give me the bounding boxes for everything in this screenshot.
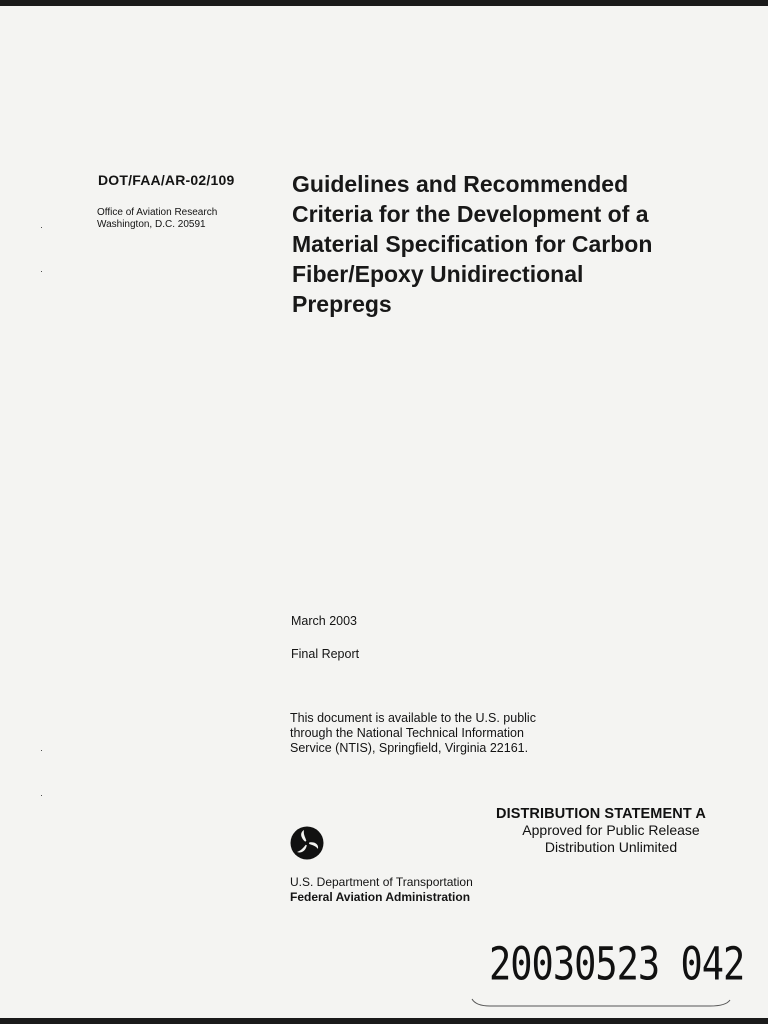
title-line: Prepregs: [292, 291, 392, 317]
availability-line: through the National Technical Information: [290, 726, 524, 740]
office-name: Office of Aviation Research: [97, 207, 218, 218]
accession-underline: [470, 998, 732, 1008]
availability-statement: [290, 711, 536, 756]
administration-name: Federal Aviation Administration: [290, 890, 471, 904]
office-city: Washington, D.C. 20591: [97, 219, 206, 230]
report-title: [292, 169, 712, 319]
title-line: Criteria for the Development of a: [292, 201, 649, 227]
dot-triskelion-logo-icon: [290, 826, 324, 860]
accession-number: 20030523 042: [489, 938, 745, 991]
scan-speck: ·: [40, 266, 43, 276]
availability-line: Service (NTIS), Springfield, Virginia 22161.: [290, 741, 529, 755]
report-date: March 2003: [291, 614, 358, 628]
report-type: Final Report: [291, 647, 360, 661]
report-number: DOT/FAA/AR-02/109: [98, 172, 235, 188]
scan-bottom-edge: [0, 1018, 768, 1024]
availability-line: This document is available to the U.S. public: [290, 711, 536, 725]
scan-speck: ·: [40, 745, 43, 755]
distribution-stamp-line: Distribution Unlimited: [544, 839, 678, 855]
department-name: U.S. Department of Transportation: [290, 875, 473, 889]
scan-speck: ·: [40, 790, 43, 800]
title-line: Guidelines and Recommended: [292, 171, 629, 197]
distribution-stamp: [496, 806, 736, 856]
office-address: [97, 207, 217, 231]
title-line: Fiber/Epoxy Unidirectional: [292, 261, 584, 287]
scan-speck: ·: [40, 222, 43, 232]
title-line: Material Specification for Carbon: [292, 231, 653, 257]
scan-top-edge: [0, 0, 768, 6]
distribution-stamp-title: DISTRIBUTION STATEMENT A: [496, 806, 706, 822]
department-block: [290, 875, 473, 905]
distribution-stamp-line: Approved for Public Release: [522, 822, 700, 838]
